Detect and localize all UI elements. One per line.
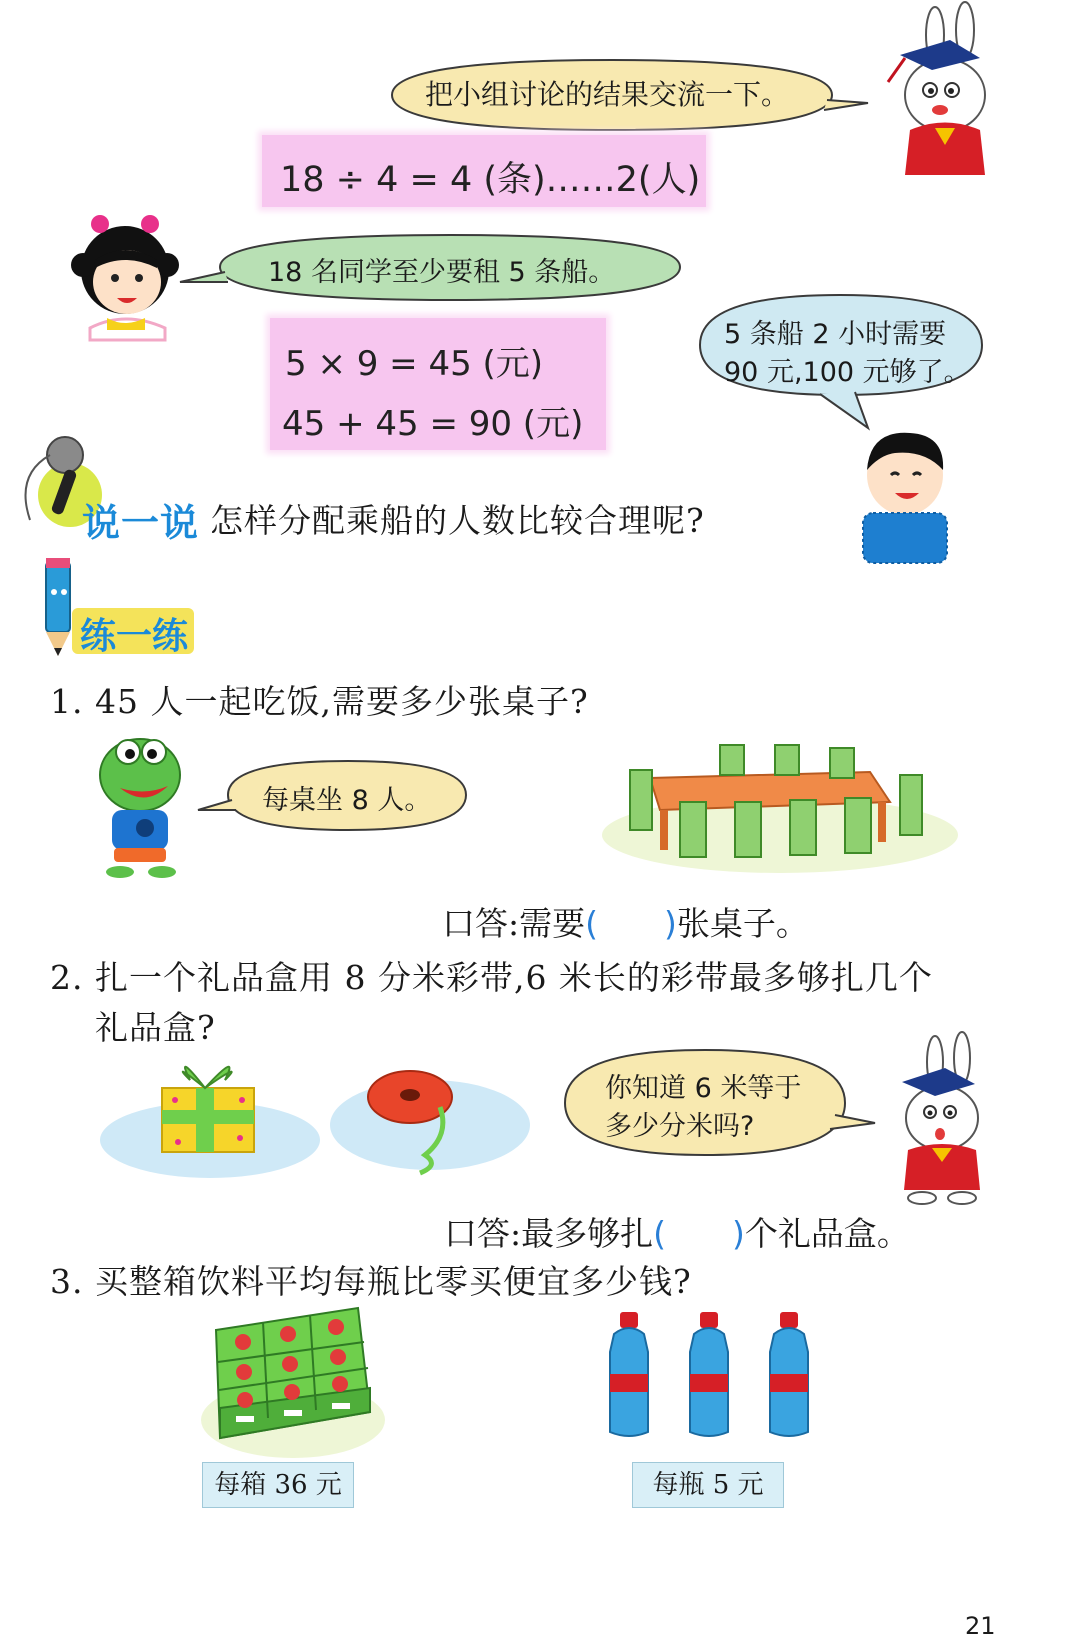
frog-speech-text: 每桌坐 8 人。: [262, 785, 432, 816]
problem-1-answer: [442, 898, 809, 945]
problem-2-answer-prefix: 口答:最多够扎: [444, 1214, 654, 1253]
boy-speech-line2: 90 元,100 元够了。: [724, 357, 971, 388]
rabbit-bottom-speech-line1: 你知道 6 米等于: [605, 1073, 802, 1104]
problem-2-question-line2: 礼品盒?: [95, 1008, 216, 1047]
problem-1-answer-suffix: 张桌子。: [676, 904, 809, 943]
problem-2-question-line1: 2. 扎一个礼品盒用 8 分米彩带,6 米长的彩带最多够扎几个: [50, 958, 933, 997]
bottle-price-tag: 每瓶 5 元: [632, 1462, 784, 1508]
problem-2-answer-suffix: 个礼品盒。: [744, 1214, 910, 1253]
problem-3-question: 3. 买整箱饮料平均每瓶比零买便宜多少钱?: [50, 1262, 692, 1301]
problem-1-blank-open: (: [585, 904, 598, 943]
rabbit-speech-text: 把小组讨论的结果交流一下。: [425, 78, 790, 111]
add-equation: 45 + 45 = 90 (元): [282, 404, 584, 444]
problem-2-blank-open: (: [653, 1214, 666, 1253]
problem-1-question: 1. 45 人一起吃饭,需要多少张桌子?: [50, 682, 589, 721]
page-number: 21: [965, 1612, 996, 1640]
division-equation: 18 ÷ 4 = 4 (条)……2(人): [280, 160, 701, 200]
rabbit-bottom-speech-line2: 多少分米吗?: [605, 1111, 755, 1142]
problem-2-answer: [444, 1208, 910, 1255]
problem-2-blank-close: ): [732, 1214, 745, 1253]
shuoyishuo-prompt: 怎样分配乘船的人数比较合理呢?: [210, 501, 705, 540]
boy-speech-line1: 5 条船 2 小时需要: [724, 319, 947, 350]
problem-1-blank-close: ): [664, 904, 677, 943]
shuoyishuo-label: 说一说: [82, 501, 200, 545]
lianyilian-label: 练一练: [80, 616, 189, 657]
crate-price-tag: 每箱 36 元: [202, 1462, 354, 1508]
problem-1-answer-prefix: 口答:需要: [442, 904, 586, 943]
multiply-equation: 5 × 9 = 45 (元): [285, 344, 544, 384]
girl-speech-text: 18 名同学至少要租 5 条船。: [268, 257, 616, 288]
